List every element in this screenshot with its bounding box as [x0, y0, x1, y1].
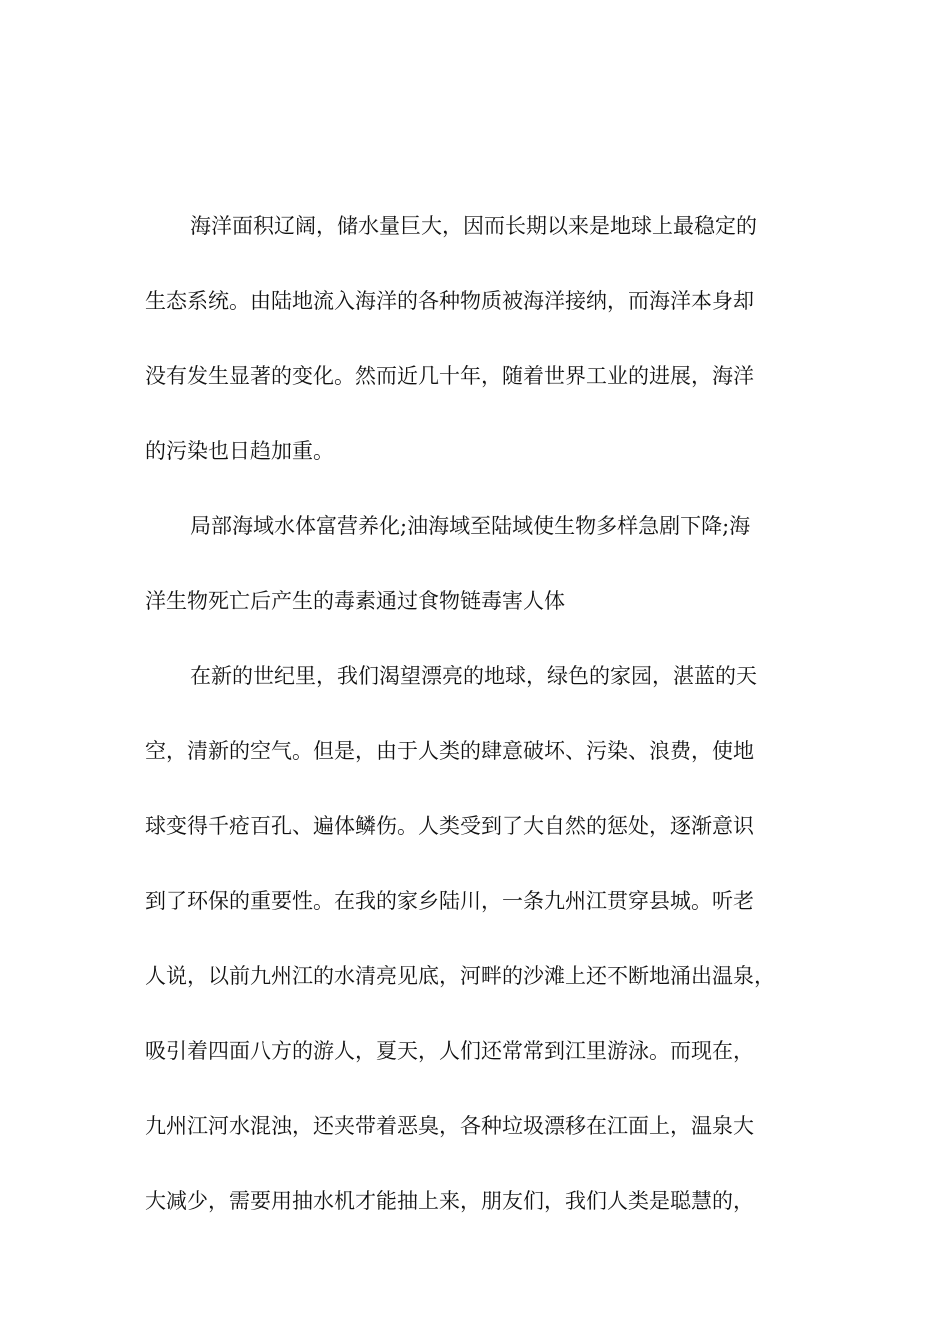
paragraph-3-line-4: 到了环保的重要性。在我的家乡陆川，一条九州江贯穿县城。听老 — [145, 889, 754, 913]
paragraph-1-line-3: 没有发生显著的变化。然而近几十年，随着世界工业的进展，海洋 — [145, 364, 754, 388]
paragraph-3-line-2: 空，清新的空气。但是，由于人类的肆意破坏、污染、浪费，使地 — [145, 739, 754, 763]
paragraph-2-line-1: 局部海域水体富营养化;油海域至陆域使生物多样急剧下降;海 — [190, 514, 751, 538]
paragraph-1-line-1: 海洋面积辽阔，储水量巨大，因而长期以来是地球上最稳定的 — [190, 214, 757, 238]
paragraph-3-line-8: 大减少，需要用抽水机才能抽上来，朋友们，我们人类是聪慧的， — [145, 1189, 754, 1213]
paragraph-3-line-3: 球变得千疮百孔、遍体鳞伤。人类受到了大自然的惩处，逐渐意识 — [145, 814, 754, 838]
paragraph-3-line-7: 九州江河水混浊，还夹带着恶臭，各种垃圾漂移在江面上，温泉大 — [145, 1114, 754, 1138]
paragraph-3-line-5: 人说，以前九州江的水清亮见底，河畔的沙滩上还不断地涌出温泉， — [145, 964, 775, 988]
paragraph-1-line-4: 的污染也日趋加重。 — [145, 439, 334, 463]
paragraph-1-line-2: 生态系统。由陆地流入海洋的各种物质被海洋接纳，而海洋本身却 — [145, 289, 754, 313]
paragraph-2-line-2: 洋生物死亡后产生的毒素通过食物链毒害人体 — [145, 589, 565, 613]
paragraph-3-line-1: 在新的世纪里，我们渴望漂亮的地球，绿色的家园，湛蓝的天 — [190, 664, 757, 688]
paragraph-3-line-6: 吸引着四面八方的游人，夏天，人们还常常到江里游泳。而现在， — [145, 1039, 754, 1063]
